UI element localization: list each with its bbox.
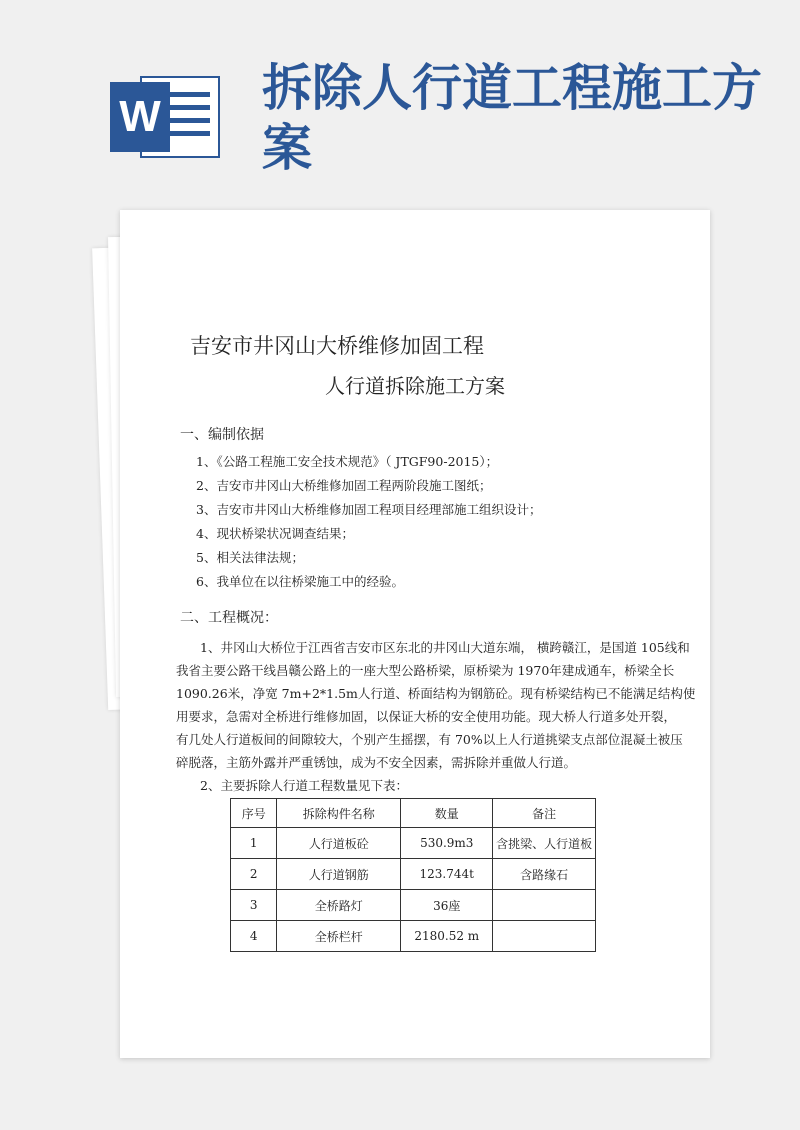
table-row <box>231 828 596 859</box>
paragraph-line: 有几处人行道板间的间隙较大，个别产生摇摆，有 70%以上人行道挑梁支点部位混凝土被压 <box>176 732 683 747</box>
paragraph-line: 1、井冈山大桥位于江西省吉安市区东北的井冈山大道东端， 横跨赣江，是国道 105线和 <box>200 640 690 655</box>
basis-item: 1、《公路工程施工安全技术规范》（ JTGF90-2015）； <box>196 454 499 469</box>
paragraph-line: 1090.26米，净宽 7m+2*1.5m人行道、桥面结构为钢筋砼。现有桥梁结构已不能满足结构使 <box>176 686 696 701</box>
paragraph-line: 用要求，急需对全桥进行维修加固，以保证大桥的安全使用功能。现大桥人行道多处开裂， <box>176 709 677 724</box>
basis-item: 6、我单位在以往桥梁施工中的经验。 <box>196 574 404 589</box>
table-cell: 4 <box>231 921 277 952</box>
table-cell: 3 <box>231 890 277 921</box>
table-cell: 2 <box>231 859 277 890</box>
table-cell: 含路缘石 <box>493 859 596 890</box>
table-cell <box>493 890 596 921</box>
word-w-badge-icon: W <box>110 82 170 152</box>
banner-title: 拆除人行道工程施工方案 <box>262 59 762 177</box>
table-cell: 人行道板砼 <box>277 828 401 859</box>
table-row <box>231 890 596 921</box>
table-cell: 含挑梁、人行道板 <box>493 828 596 859</box>
table-cell: 全桥栏杆 <box>277 921 401 952</box>
document-page <box>120 210 710 1058</box>
table-cell: 2180.52 m <box>401 921 493 952</box>
basis-item: 2、吉安市井冈山大桥维修加固工程两阶段施工图纸； <box>196 478 492 493</box>
quantity-table <box>230 798 596 952</box>
table-header-cell: 拆除构件名称 <box>277 799 401 828</box>
document-subtitle: 人行道拆除施工方案 <box>325 374 505 398</box>
table-intro: 2、主要拆除人行道工程数量见下表： <box>200 778 408 793</box>
table-cell: 123.744t <box>401 859 493 890</box>
table-header-cell: 备注 <box>493 799 596 828</box>
table-row <box>231 921 596 952</box>
section-heading: 二、工程概况： <box>180 610 278 626</box>
table-header-cell: 数量 <box>401 799 493 828</box>
paragraph-line: 碎脱落，主筋外露并严重锈蚀，成为不安全因素，需拆除并重做人行道。 <box>176 755 577 770</box>
basis-item: 4、现状桥梁状况调查结果； <box>196 526 354 541</box>
table-cell: 1 <box>231 828 277 859</box>
table-cell: 全桥路灯 <box>277 890 401 921</box>
section-heading: 一、编制依据 <box>180 427 264 443</box>
table-cell <box>493 921 596 952</box>
word-app-icon <box>110 76 222 158</box>
paragraph-line: 我省主要公路干线昌赣公路上的一座大型公路桥梁，原桥梁为 1970年建成通车，桥梁全长 <box>176 663 675 678</box>
table-cell: 530.9m3 <box>401 828 493 859</box>
table-cell: 36座 <box>401 890 493 921</box>
document-title: 吉安市井冈山大桥维修加固工程 <box>190 334 484 358</box>
table-header-cell: 序号 <box>231 799 277 828</box>
table-header-row <box>231 799 596 828</box>
table-cell: 人行道钢筋 <box>277 859 401 890</box>
table-row <box>231 859 596 890</box>
basis-item: 3、吉安市井冈山大桥维修加固工程项目经理部施工组织设计； <box>196 502 542 517</box>
basis-item: 5、相关法律法规； <box>196 550 304 565</box>
